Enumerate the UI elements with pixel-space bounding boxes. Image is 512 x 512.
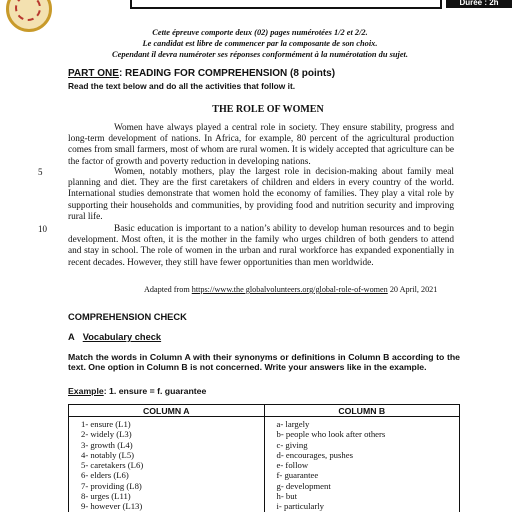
paragraph-3: Basic education is important to a nation’s ability to develop human resources and to begin development. Most often, it is the mother in the family who urges children of both genders to attend and stay in school. The role of women in the urban and rural workforce has expanded exponentially in recent decades. However, they still have fewer opportunities than men worldwide. bbox=[68, 224, 454, 268]
source-link[interactable]: https://www.the globalvolunteers.org/global-role-of-women bbox=[191, 285, 388, 294]
notice-line-1: Cette épreuve comporte deux (02) pages numérotées 1/2 et 2/2. bbox=[152, 28, 368, 37]
part-one-label: PART ONE bbox=[68, 68, 119, 79]
column-a-item: 2- widely (L3) bbox=[81, 429, 132, 440]
seal-emblem-icon bbox=[15, 0, 41, 21]
section-letter: A bbox=[68, 332, 75, 342]
column-b-item: b- people who look after others bbox=[276, 429, 386, 440]
column-a-item: 3- growth (L4) bbox=[81, 439, 133, 450]
column-b-cell bbox=[264, 417, 460, 512]
part-one-title bbox=[68, 68, 335, 79]
column-a-header: COLUMN A bbox=[69, 405, 265, 417]
column-a-item: 8- urges (L11) bbox=[81, 491, 131, 502]
column-b-item: h- but bbox=[276, 491, 298, 502]
paragraph-1: Women have always played a central role in society. They ensure stability, progress and long-term development of nations. In Africa, for example, 80 percent of the agricultural production comes from small farmers, most of whom are rural women. It is widely accepted that agriculture can be the factor of growth and poverty reduction in developing nations. bbox=[68, 123, 454, 167]
source-prefix: Adapted from bbox=[144, 285, 192, 294]
column-b-item: i- particularly bbox=[276, 501, 325, 512]
column-b-item: d- encourages, pushes bbox=[276, 449, 353, 460]
column-a-item: 4- notably (L5) bbox=[81, 449, 135, 460]
section-title: Vocabulary check bbox=[82, 332, 162, 342]
line-number-5: 5 bbox=[38, 167, 43, 177]
column-b-item: a- largely bbox=[276, 419, 310, 429]
example-text: : 1. ensure = f. guarantee bbox=[103, 386, 207, 396]
column-b-header: COLUMN B bbox=[264, 405, 460, 417]
matching-instruction: Match the words in Column A with their synonyms or definitions in Column B according to the text. One option in Column B is not concerned. Write your answers like in the example. bbox=[68, 352, 460, 373]
column-a-item: 7- providing (L8) bbox=[81, 480, 142, 491]
example-label: Example bbox=[68, 386, 104, 396]
column-b-item: e- follow bbox=[276, 460, 309, 471]
notice-line-3: Cependant il devra numéroter ses réponses conformément à la numérotation du sujet. bbox=[112, 50, 408, 59]
line-number-10: 10 bbox=[38, 224, 47, 234]
source-date: 20 April, 2021 bbox=[387, 285, 438, 294]
column-b-item: f- guarantee bbox=[276, 470, 319, 481]
text-title: THE ROLE OF WOMEN bbox=[212, 104, 324, 115]
example-line bbox=[68, 386, 206, 396]
duration-badge: Durée : 2h bbox=[446, 0, 512, 8]
part-one-title-rest: : READING FOR COMPREHENSION (8 points) bbox=[118, 68, 336, 79]
column-a-item: 9- however (L13) bbox=[81, 501, 143, 512]
vocabulary-heading bbox=[68, 332, 161, 342]
notice-line-2: Le candidat est libre de commencer par la composante de son choix. bbox=[142, 39, 378, 48]
part-one-instruction: Read the text below and do all the activities that follow it. bbox=[68, 81, 296, 91]
ministry-seal-icon bbox=[6, 0, 52, 32]
column-a-item: 1- ensure (L1) bbox=[81, 419, 131, 429]
comprehension-heading: COMPREHENSION CHECK bbox=[68, 312, 187, 322]
matching-table bbox=[68, 404, 460, 512]
column-a-cell bbox=[69, 417, 265, 512]
paragraph-2: Women, notably mothers, play the largest role in decision-making about family meal planning and diet. They are the first caretakers of children and elders in every country of the world. International studies demonstrate that women hold the economy of families. They play a vital role by supporting their households and communities, by providing food and nutrition security and improving rural life. bbox=[68, 167, 454, 222]
column-b-item: g- development bbox=[276, 480, 331, 491]
column-a-item: 5- caretakers (L6) bbox=[81, 460, 144, 471]
header-frame bbox=[130, 0, 442, 9]
source-citation bbox=[144, 285, 437, 294]
column-b-item: c- giving bbox=[276, 439, 308, 450]
column-a-item: 6- elders (L6) bbox=[81, 470, 129, 481]
